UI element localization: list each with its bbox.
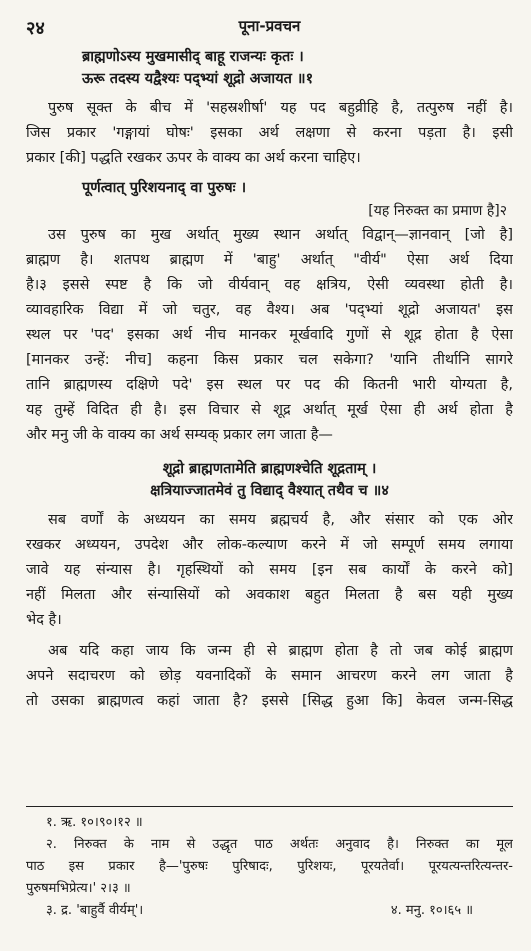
paragraph-2-line: यह तुम्हें विदित ही है। इस विचार से शूद्र अर्थात् मूर्ख ऐसा ही अर्थ होता है [26,402,513,418]
verse-1-line-2: ऊरू तदस्य यद्वैश्यः पद्भ्यां शूद्रो अजायत ॥१ [82,70,314,87]
paragraph-3-line: सब वर्णों के अध्ययन का समय ब्रह्मचर्य है, और संसार को एक ओर [48,512,513,528]
paragraph-1-line: पुरुष सूक्त के बीच में 'सहस्रशीर्षा' यह पद बहुव्रीहि है, तत्पुरुष नहीं है। [48,100,513,116]
paragraph-4-line: अपने सदाचरण को छोड़ यवनादिकों के समान आचरण करने लग जाता है [26,668,513,684]
verse-2: पूर्णत्वात् पुरिशयनाद् वा पुरुषः । [82,179,247,196]
paragraph-2-line: व्यावहारिक विद्या में जो चतुर, वह वैश्य। अब 'पद्भ्यां शूद्रो अजायत' इस [26,302,513,318]
footnote-row-3-4 [26,900,513,922]
paragraph-4-line: अब यदि कहा जाय कि जन्म ही से ब्राह्मण होता है तो जब कोई ब्राह्मण [48,643,513,659]
paragraph-2-line: स्थल पर 'पद' इसका अर्थ नीच मानकर मूर्खवादि गुणों से शूद्र होता है ऐसा [26,327,513,343]
footnote-2-line-3: पुरुषमभिप्रेत्य।' २।३ ॥ [26,881,131,896]
page-header [26,16,513,40]
verse-2-source-note: [यह निरुक्त का प्रमाण है]२ [368,203,507,219]
paragraph-3-line: भेद है। [26,612,62,628]
footnotes [26,812,513,922]
footnote-2-line-1: २. निरुक्त के नाम से उद्धृत पाठ अर्थतः अनुवाद है। निरुक्त का मूल [46,837,513,852]
paragraph-1-line: जिस प्रकार 'गङ्गायां घोषः' इसका अर्थ लक्षणा से करना पड़ता है। इसी [26,125,513,141]
page-number: २४ [26,18,45,39]
paragraph-2-line: उस पुरुष का मुख अर्थात् मुख्य स्थान अर्थात् विद्वान्—ज्ञानवान् [जो है] [48,227,513,243]
paragraph-2-line: ब्राह्मण है। शतपथ ब्राह्मण में 'बाहु' अर्थात् "वीर्य" ऐसा अर्थ दिया [26,252,513,268]
footnote-2-line-2: पाठ इस प्रकार है—'पुरुषः पुरिषादः, पुरिशयः, पूरयतेर्वा। पूरयत्यन्तरित्यन्तर- [26,859,513,874]
paragraph-2-line: और मनु जी के वाक्य का अर्थ सम्यक् प्रकार लग जाता है— [26,427,333,443]
paragraph-2-line: है।३ इससे स्पष्ट है कि जो वीर्यवान् वह क्षत्रिय, ऐसी व्यवस्था होती है। [26,277,513,293]
paragraph-2-line: तानि ब्राह्मणस्य दक्षिणे पदे' इस स्थल पर पद की कितनी भारी योग्यता है, [26,377,513,393]
paragraph-2-line: [मानकर उन्हें: नीच] कहना किस प्रकार चल सकेगा? 'यानि तीर्थानि सागरे [26,352,513,368]
footnote-3: ३. द्र. 'बाहुर्वै वीर्यम्'। [46,903,144,918]
paragraph-3-line: नहीं मिलता और संन्यासियों को अवकाश बहुत मिलता है बस यही मुख्य [26,587,513,603]
verse-3-line-1: शूद्रो ब्राह्मणतामेति ब्राह्मणश्चेति शूद्रताम् । [162,460,377,477]
running-title: पूना-प्रवचन [238,17,301,35]
paragraph-3-line: जावे यह संन्यास है। गृहस्थियों को समय [इन सब कार्यों के करने को] [26,562,513,578]
verse-1-line-1: ब्राह्मणोऽस्य मुखमासीद् बाहू राजन्यः कृतः । [82,48,304,65]
paragraph-4-line: तो उसका ब्राह्मणत्व कहां जाता है? इससे [सिद्ध हुआ कि] केवल जन्म-सिद्ध [26,693,513,709]
footnote-4: ४. मनु. १०।६५ ॥ [390,903,473,918]
footnote-1: १. ऋ. १०।९०।१२ ॥ [46,815,143,830]
paragraph-1-line: प्रकार [की] पद्धति रखकर ऊपर के वाक्य का अर्थ करना चाहिए। [26,150,361,166]
paragraph-3-line: रखकर अध्ययन, उपदेश और लोक-कल्याण करने में जो सम्पूर्ण समय लगाया [26,537,513,553]
verse-3-line-2: क्षत्रियाज्जातमेवं तु विद्याद् वैश्यात् तथैव च ॥४ [150,482,389,499]
footnote-divider [26,806,513,807]
